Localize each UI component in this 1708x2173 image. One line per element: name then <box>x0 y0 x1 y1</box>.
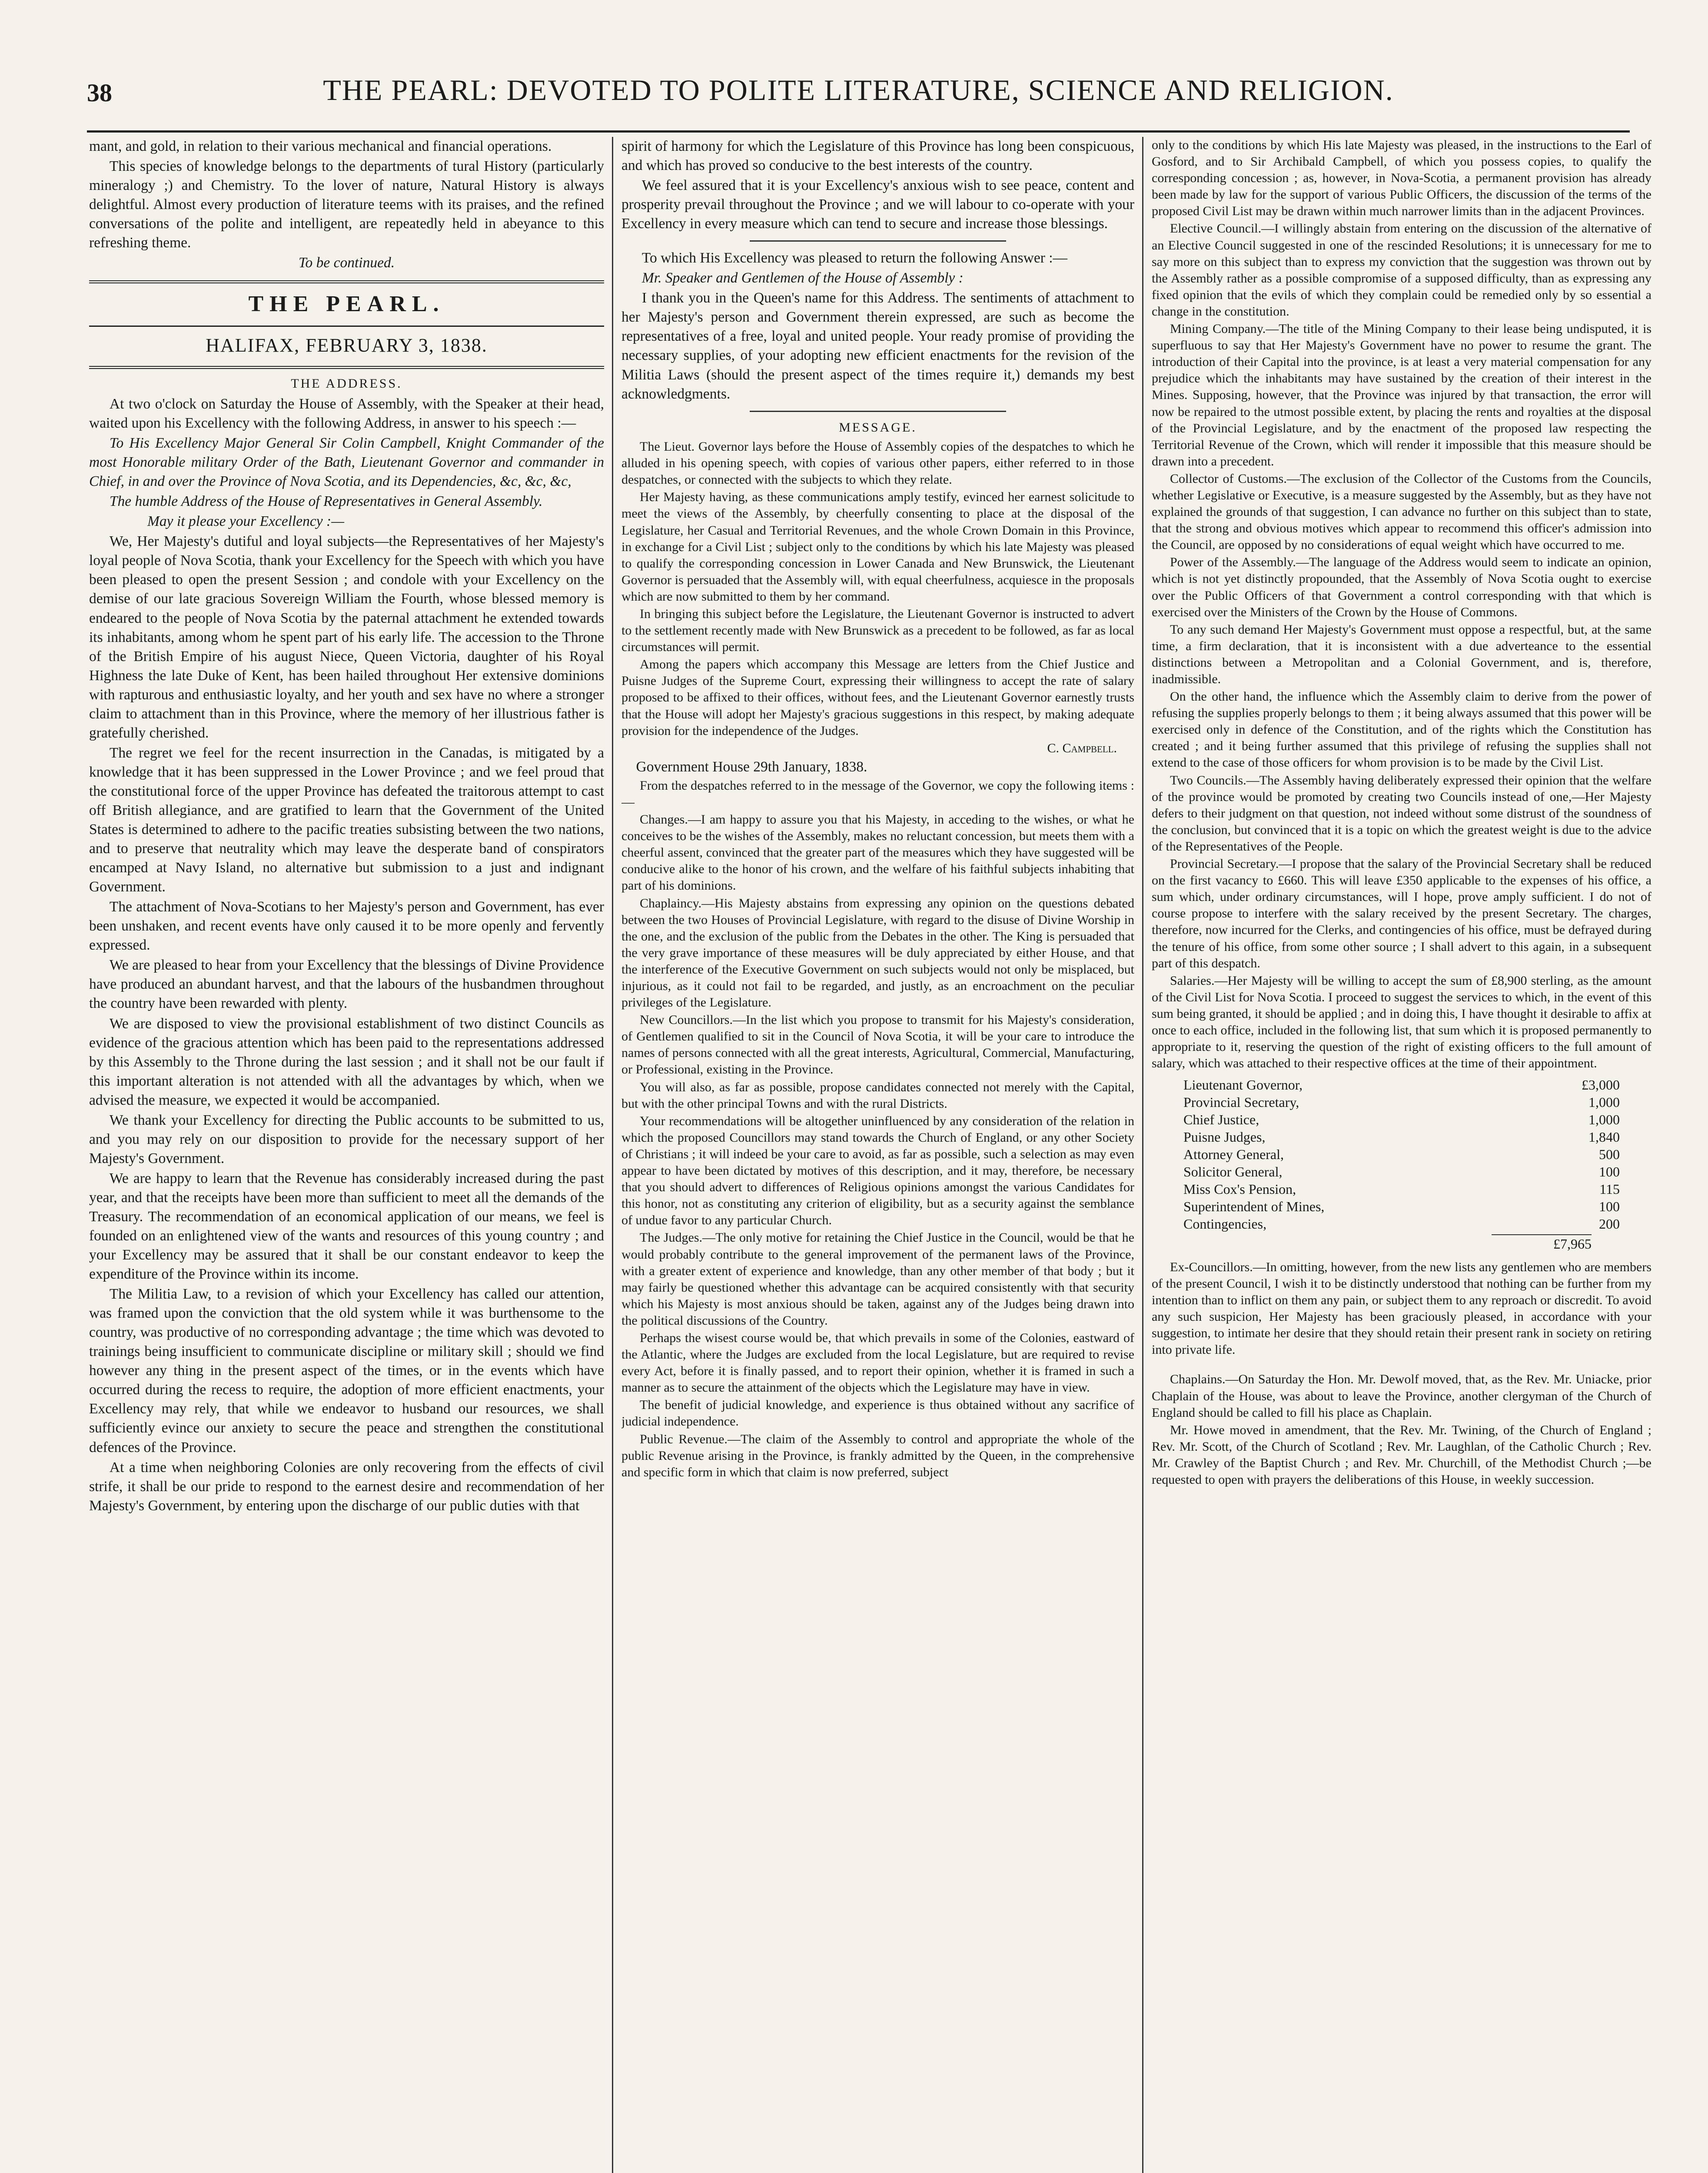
article-text: Changes.—I am happy to assure you that his Majesty, in acceding to the wishes, or what he conceives to be the wishes of the Assembly, makes no reluctant concession, but meets them with a cheerful assent, convinced that the greater part of the measures which they have suggested will be conducive alike to the honor of his crown, and the welfare of his faithful subjects inhabiting that part of his dominions. <box>621 812 1134 893</box>
section-rule <box>89 280 604 283</box>
article-text: Chaplains.—On Saturday the Hon. Mr. Dewolf moved, that, as the Rev. Mr. Uniacke, prior Chaplain of the House, was about to leave the Province, another clergyman of the Church of England should be called to fill his place as Chaplain. <box>1152 1372 1652 1420</box>
salary-amount: 1,000 <box>1588 1094 1620 1110</box>
section-title: MESSAGE. <box>839 420 917 435</box>
article-text: only to the conditions by which His late Majesty was pleased, in the instructions to the Earl of Gosford, and to Sir Archibald Campbell, of which you possess copies, to qualify the corresponding concession ; as, however, in Nova-Scotia, a permanent provision has already been made by law for the support of various Public Officers, the discussion of the terms of the proposed Civil List may be drawn within much narrower limits than in the adjacent Provinces. <box>1152 138 1652 219</box>
table-row <box>1182 1146 1622 1163</box>
column-2 <box>621 137 1134 2173</box>
article-text: The attachment of Nova-Scotians to her Majesty's person and Government, has ever been unshaken, and recent events have only caused it to be more openly and fervently expressed. <box>89 899 604 954</box>
article-text: Provincial Secretary.—I propose that the salary of the Provincial Secretary shall be reduced on the first vacancy to £660. This will leave £350 applicable to the expenses of his office, a sum which, under ordinary circumstances, will I hope, prove amply sufficient. I do not of course propose to interfere with the salary received by the present Secretary. The charges, therefore, now incurred for the Clerks, and contingencies of his office, must be defrayed during the tenure of his office, from some other source ; I shall advert to this again, in a subsequent part of this despatch. <box>1152 857 1652 970</box>
table-row <box>1182 1180 1622 1198</box>
article-text: Salaries.—Her Majesty will be willing to accept the sum of £8,900 sterling, as the amount of the Civil List for Nova Scotia. I proceed to suggest the services to which, in the event of this sum being granted, it should be applied ; and in doing this, I have thought it desirable to affix at once to each office, included in the following list, that sum which it is proposed permanently to appropriate to it, reserving the question of the right of existing officers to the full amount of salary, which was attached to their respective offices at the time of their appointment. <box>1152 973 1652 1071</box>
article-text: We, Her Majesty's dutiful and loyal subjects—the Representatives of her Majesty's loyal people of Nova Scotia, thank your Excellency for the Speech with which you have been pleased to open the present Session ; and condole with your Excellency on the demise of our late gracious Sovereign William the Fourth, whose blessed memory is endeared to the people of Nova Scotia by the paternal attachment he extended towards its inhabitants, among whom he spent part of his early life. The accession to the Throne of the British Empire of his august Niece, Queen Victoria, daughter of his Royal Highness the late Duke of Kent, has been hailed throughout Her extensive dominions with rapturous and enthusiastic loyalty, and her youth and sex have no where a stronger claim to attachment than in this Province, where the memory of her illustrious father is gratefully cherished. <box>89 533 604 741</box>
salary-office: Superintendent of Mines, <box>1183 1199 1325 1215</box>
article-text: We feel assured that it is your Excellency's anxious wish to see peace, content and prosperity prevail throughout the Province ; and we will labour to co-operate with your Excellency in every measure which can tend to secure and increase those blessings. <box>621 177 1134 232</box>
article-text: Mining Company.—The title of the Mining Company to their lease being undisputed, it is superfluous to say that Her Majesty's Government have no power to resume the grant. The introduction of their Capital into the province, is at least a very material compensation for any prejudice which the inhabitants may have sustained by the creation of their interest in the Mines. Supposing, however, that the Province was injured by that transaction, the error will now be repaired to the utmost possible extent, by placing the rents and royalties at the disposal of the Provincial Legislature, and by the enactment of the proposed law respecting the Territorial Revenue of the Crown, which will render it impossible that this measure should be drawn into a precedent. <box>1152 322 1652 468</box>
page-header <box>87 65 1630 117</box>
article-text: Two Councils.—The Assembly having deliberately expressed their opinion that the welfare of the province would be promoted by creating two Councils instead of one,—Her Majesty defers to their judgment on that question, not indeed without some distrust of the soundness of the conclusion, but convinced that it is a topic on which the greatest weight is due to the advice of the Representatives of the People. <box>1152 773 1652 854</box>
address-sender: The humble Address of the House of Representatives in General Assembly. <box>109 493 543 510</box>
salary-amount: 200 <box>1599 1216 1620 1232</box>
article-text: We are happy to learn that the Revenue has considerably increased during the past year, and that the receipts have been more than sufficient to meet all the demands of the Treasury. The recommendation of an economical application of our means, we feel is founded on an enlightened view of the wants and resources of this young country ; and your Excellency may be assured that it shall be our constant endeavor to keep the expenditure of the Province within its income. <box>89 1170 604 1283</box>
article-text: Chaplaincy.—His Majesty abstains from expressing any opinion on the questions debated between the two Houses of Provincial Legislature, with regard to the disuse of Divine Worship in the one, and the exclusion of the public from the Debates in the other. The King is persuaded that the very grave importance of these measures will be duly appreciated by either House, and that the interference of the Executive Government on such subjects would not only be misplaced, but injurious, as it could not fail to be regarded, and justly, as an encroachment on the peculiar privileges of the Legislature. <box>621 896 1134 1010</box>
article-text: The Lieut. Governor lays before the House of Assembly copies of the despatches to which he alluded in his opening speech, with copies of various other papers, either referred to in those despatches, or connected with the subjects to which they relate. <box>621 439 1134 487</box>
salary-amount: 500 <box>1599 1146 1620 1163</box>
article-text: Ex-Councillors.—In omitting, however, from the new lists any gentlemen who are members of the present Council, I wish it to be distinctly understood that nothing can be further from my intention than to inflict on them any pain, or subject them to any reproach or discredit. To avoid any such suspicion, Her Majesty has been graciously pleased, in accordance with your suggestion, to intimate her desire that they should retain their present rank in society on retiring into private life. <box>1152 1259 1652 1357</box>
article-text: The Militia Law, to a revision of which your Excellency has called our attention, was framed upon the conviction that the old system while it was burthensome to the country, was productive of no corresponding advantage ; the time which was devoted to trainings being insufficient to communicate discipline or military skill ; should we find however any thing in the present aspect of the times, or in the events which have occurred during the recess to require, the adoption of more efficient enactments, your Excellency may rely, that while we endeavor to husband our resources, we shall sufficiently evince our anxiety to secure the peace and strengthen the constitutional defences of the Province. <box>89 1286 604 1455</box>
article-text: New Councillors.—In the list which you propose to transmit for his Majesty's consideration, of Gentlemen qualified to sit in the Council of Nova Scotia, it will be your care to introduce the names of persons connected with all the great interests, Agricultural, Commercial, Manufacturing, or Professional, existing in the Province. <box>621 1013 1134 1077</box>
article-text: Among the papers which accompany this Message are letters from the Chief Justice and Puisne Judges of the Supreme Court, expressing their willingness to accept the rate of salary proposed to be affixed to their offices, without fees, and the Lieutenant Governor earnestly trusts that the House will adopt her Majesty's gracious suggestions in this respect, by making adequate provision for the independence of the Judges. <box>621 657 1134 738</box>
salary-office: Puisne Judges, <box>1183 1129 1266 1145</box>
article-text: We are disposed to view the provisional establishment of two distinct Councils as evidence of the gracious attention which has been paid to the representations addressed by this Assembly to the Throne during the last session ; and it shall not be our fault if this important alteration is not attended with all the advantages by which, when we advised the measure, we expected it would be accompanied. <box>89 1015 604 1108</box>
article-text: spirit of harmony for which the Legislature of this Province has long been conspicuous, and which has proved so conducive to the best interests of the country. <box>621 138 1134 174</box>
salary-amount: 100 <box>1599 1199 1620 1215</box>
masthead: THE PEARL. <box>248 292 445 317</box>
page-number: 38 <box>87 79 112 107</box>
salary-amount: 115 <box>1599 1181 1620 1197</box>
salary-office: Lieutenant Governor, <box>1183 1077 1303 1093</box>
article-text: Your recommendations will be altogether uninfluenced by any consideration of the relation in which the proposed Councillors may stand towards the Church of England, or any other Society of Christians ; it will indeed be your care to avoid, as far as possible, such a selection as may even appear to have been dictated by motives of this description, and it may, therefore, be necessary that you should advert to differences of Religious opinions amongst the various Candidates for this honor, not as constituting any criterion of eligibility, but as a security against the semblance of undue favor to any particular Church. <box>621 1113 1134 1228</box>
table-row <box>1182 1093 1622 1111</box>
salutation: May it please your Excellency :— <box>147 513 344 530</box>
salary-office: Miss Cox's Pension, <box>1183 1181 1296 1197</box>
salary-office: Provincial Secretary, <box>1183 1094 1299 1110</box>
table-row <box>1182 1128 1622 1146</box>
column-3 <box>1152 137 1652 2173</box>
table-row <box>1182 1215 1622 1233</box>
salary-office: Attorney General, <box>1183 1146 1284 1163</box>
article-text: At a time when neighboring Colonies are only recovering from the effects of civil strife, it shall be our pride to respond to the earnest desire and recommendation of her Majesty's Government, by entering upon the discharge of our public duties with that <box>89 1459 604 1514</box>
article-text: Elective Council.—I willingly abstain from entering on the discussion of the alternative of an Elective Council suggested in one of the rescinded Resolutions; it is unnecessary for me to say more on this subject than to express my conviction that the suggestion was thrown out by the Assembly rather as a possible compromise of a supposed difficulty, than as expressing any fixed opinion that the evils of which they complain could be remedied only by so essential a change in the constitution. <box>1152 221 1652 319</box>
article-text: The benefit of judicial knowledge, and experience is thus obtained without any sacrifice of judicial independence. <box>621 1398 1134 1429</box>
article-text: I thank you in the Queen's name for this Address. The sentiments of attachment to her Majesty's person and Government therein expressed, are such as become the representatives of a free, loyal and united people. Your ready promise of providing the necessary supplies, of your adopting new efficient enactments for the revision of the Militia Laws (should the present aspect of the times require it,) demands my best acknowledgments. <box>621 290 1134 402</box>
article-text: From the despatches referred to in the message of the Governor, we copy the following items :— <box>621 778 1134 809</box>
article-text: To which His Excellency was pleased to return the following Answer :— <box>641 250 1068 266</box>
table-row <box>1182 1111 1622 1128</box>
section-title: THE ADDRESS. <box>291 376 402 391</box>
column-divider-2 <box>1142 137 1143 2173</box>
salary-amount: 100 <box>1599 1164 1620 1180</box>
section-rule <box>89 326 604 327</box>
article-text: The Judges.—The only motive for retaining the Chief Justice in the Council, would be that he would probably contribute to the general improvement of the permanent laws of the Province, with a greater extent of experience and knowledge, than any other member of that body ; but it may fairly be questioned whether this advantage can be acquired consistently with that security which his Majesty is most anxious should be taken, against any of the Judges being drawn into the political discussions of the Country. <box>621 1230 1134 1328</box>
table-row <box>1182 1198 1622 1215</box>
salary-office: Contingencies, <box>1183 1216 1267 1232</box>
signature: C. Campbell. <box>1047 741 1117 755</box>
article-text: On the other hand, the influence which the Assembly claim to derive from the power of refusing the supplies properly belongs to them ; it being always assumed that this power will be exercised only in defence of the Constitution, and of the rights which the Constitution has created ; and it being further assumed that this privilege of refusing the supplies shall not extend to the case of those officers for whom provision is to be made by the Civil List. <box>1152 689 1652 770</box>
salary-amount: £3,000 <box>1582 1077 1620 1093</box>
article-text: At two o'clock on Saturday the House of Assembly, with the Speaker at their head, waited upon his Excellency with the following Address, in answer to his speech :— <box>89 396 604 432</box>
column-1 <box>89 137 604 2173</box>
section-rule <box>750 411 1006 412</box>
column-divider-1 <box>612 137 613 2173</box>
article-text: Her Majesty having, as these communications amply testify, evinced her earnest solicitude to meet the views of the Assembly, by cheerfully consenting to place at the disposal of the Legislature, her Casual and Territorial Revenues, and the whole Crown Domain in this Province, in exchange for a Civil List ; subject only to the conditions by which his late Majesty was pleased to qualify the corresponding concession in Lower Canada and New Brunswick, the Lieutenant Governor is persuaded that the Assembly will, with equal cheerfulness, acquiesce in the proposals which are now submitted to them by her command. <box>621 490 1134 604</box>
article-text: Mr. Howe moved in amendment, that the Rev. Mr. Twining, of the Church of England ; Rev. Mr. Scott, of the Church of Scotland ; Rev. Mr. Laughlan, of the Catholic Church ; Rev. Mr. Crawley of the Baptist Church ; and Rev. Mr. Churchill, of the Methodist Church ;—be requested to open with prayers the deliberations of this House, in weekly succession. <box>1152 1422 1652 1487</box>
to-be-continued: To be continued. <box>298 255 395 271</box>
salary-office: Solicitor General, <box>1183 1164 1283 1180</box>
article-text: The regret we feel for the recent insurrection in the Canadas, is mitigated by a knowledge that it has been suppressed in the Lower Province ; and we feel proud that the constitutional force of the upper Province has defeated the traitorous attempt to cast off British allegiance, and are gratified to learn that the Government of the United States is determined to adhere to the pacific treaties subsisting between the two nations, and to preserve that neutrality which may leave the desperate band of conspirators encamped at Navy Island, no alternative but submission to a just and indignant Government. <box>89 744 604 895</box>
article-text: Public Revenue.—The claim of the Assembly to control and appropriate the whole of the public Revenue arising in the Province, is frankly admitted by the Queen, in the comprehensive and specific form in which that claim is now preferred, subject <box>621 1432 1134 1479</box>
table-row <box>1182 1163 1622 1180</box>
article-text: This species of knowledge belongs to the departments of tural History (particularly mineralogy ;) and Chemistry. To the lover of nature, Natural History is always delightful. Almost every production of literature teems with its praises, and the refined conversations of the polite and intelligent, are repeatedly held in abeyance to this refreshing theme. <box>89 158 604 251</box>
article-text: Perhaps the wisest course would be, that which prevails in some of the Colonies, eastward of the Atlantic, where the Judges are excluded from the local Legislature, but are required to revise every Act, before it is finally passed, and to report their opinion, whether it is framed in such a manner as to secure the attainment of the objects which the Legislature may have in view. <box>621 1330 1134 1395</box>
section-rule <box>750 240 1006 242</box>
article-text: We are pleased to hear from your Excellency that the blessings of Divine Providence have produced an abundant harvest, and that the labours of the husbandmen throughout the country have been rewarded with plenty. <box>89 957 604 1012</box>
salutation: Mr. Speaker and Gentlemen of the House of Assembly : <box>641 270 964 286</box>
table-row <box>1182 1076 1622 1093</box>
salary-table <box>1182 1076 1622 1233</box>
address-recipient: To His Excellency Major General Sir Colin Campbell, Knight Commander of the most Honorable military Order of the Bath, Lieutenant Governor and commander in Chief, in and over the Province of Nova Scotia, and its Dependencies, &c, &c, &c, <box>89 435 604 490</box>
article-text: We thank your Excellency for directing the Public accounts to be submitted to us, and you may rely on our disposition to provide for the necessary support of her Majesty's Government. <box>89 1112 604 1166</box>
salary-amount: 1,000 <box>1588 1112 1620 1128</box>
salary-office: Chief Justice, <box>1183 1112 1259 1128</box>
article-text: mant, and gold, in relation to their various mechanical and financial operations. <box>89 138 552 154</box>
article-text: You will also, as far as possible, propose candidates connected not merely with the Capital, but with the other principal Towns and with the rural Districts. <box>621 1080 1134 1111</box>
header-rule <box>87 130 1630 133</box>
section-rule <box>89 366 604 369</box>
salary-amount: 1,840 <box>1588 1129 1620 1145</box>
running-title: THE PEARL: DEVOTED TO POLITE LITERATURE, SCIENCE AND RELIGION. <box>323 73 1394 106</box>
article-text: In bringing this subject before the Legislature, the Lieutenant Governor is instructed to advert to the settlement recently made with New Brunswick as a precedent to be followed, as far as local circumstances will permit. <box>621 606 1134 655</box>
salary-total: £7,965 <box>1492 1234 1592 1253</box>
dateline: HALIFAX, FEBRUARY 3, 1838. <box>206 334 488 356</box>
article-text: To any such demand Her Majesty's Government must oppose a respectful, but, at the same time, a firm declaration, that it is inconsistent with a due adverteance to the essential distinctions between a Metropolitan and a Colonial Government, and is, therefore, inadmissible. <box>1152 622 1652 686</box>
dateline-govhouse: Government House 29th January, 1838. <box>636 758 867 775</box>
article-text: Power of the Assembly.—The language of the Address would seem to indicate an opinion, which is not yet distinctly propounded, that the Assembly of Nova Scotia ought to exercise over the Public Officers of that Government a control corresponding with that which is exercised over the Ministers of the Crown by the House of Commons. <box>1152 555 1652 619</box>
article-text: Collector of Customs.—The exclusion of the Collector of the Customs from the Councils, whether Legislative or Executive, is a measure suggested by the Assembly, but as they have not explained the grounds of that suggestion, I can advance no further on this subject than to state, that the strong and obvious motives which appear to recommend this officer's admission into the Council, are opposed by no considerations of equal weight which have occurred to me. <box>1152 471 1652 552</box>
